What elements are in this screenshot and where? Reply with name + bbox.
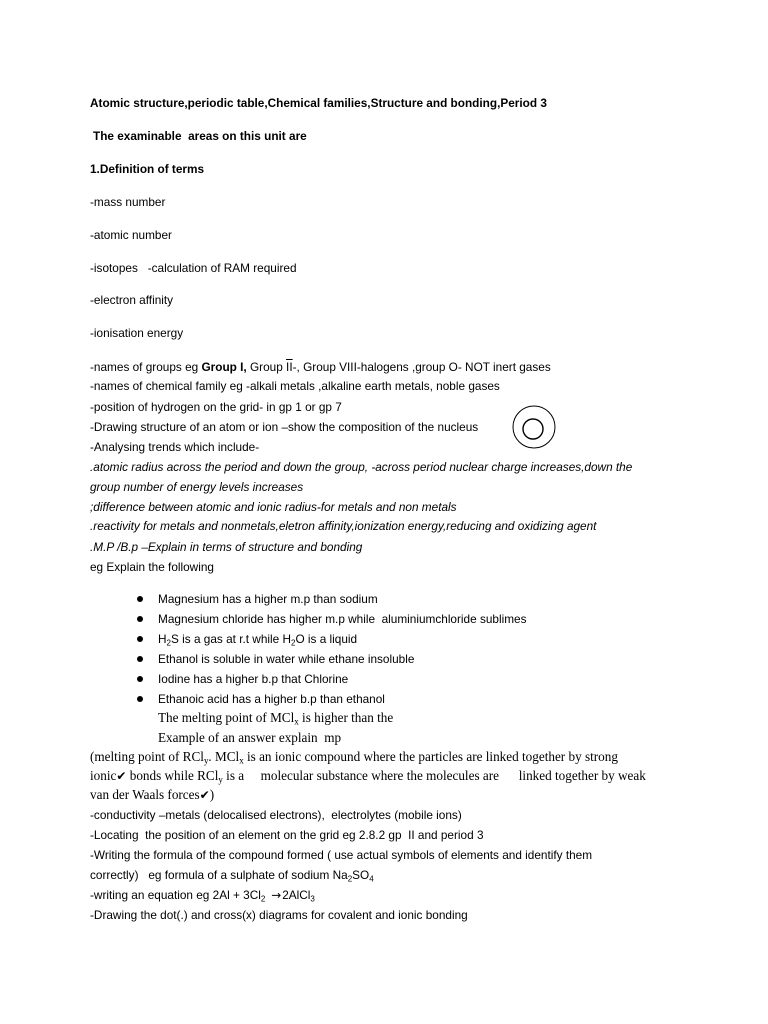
- subscript: 2: [260, 894, 266, 904]
- reaction-arrow-icon: →: [271, 888, 282, 902]
- bullet-marker: [137, 656, 143, 662]
- subscript: x: [239, 755, 244, 766]
- bullet-marker: [137, 696, 143, 702]
- answer-text: bonds while RCl: [126, 768, 219, 783]
- check-mark-icon: ✔: [116, 769, 127, 783]
- subscript: 2: [166, 638, 171, 648]
- locating-line: -Locating the position of an element on the grid eg 2.8.2 gp II and period 3: [90, 828, 484, 842]
- answer-line-3: [90, 748, 618, 766]
- term-isotopes: -isotopes -calculation of RAM required: [90, 261, 297, 275]
- subscript: 4: [369, 874, 374, 884]
- answer-text: is an ionic compound where the particles are linked together by strong: [243, 749, 618, 764]
- list-item: [158, 591, 378, 607]
- trend-atomic-radius-cont: group number of energy levels increases: [90, 480, 304, 494]
- subscript: y: [203, 755, 209, 766]
- answer-line-4: [90, 767, 646, 785]
- section-heading: 1.Definition of terms: [90, 162, 205, 176]
- groups-prefix: -names of groups eg: [90, 360, 202, 374]
- list-item-text: Magnesium chloride has higher m.p while aluminiumchloride sublimes: [158, 612, 527, 626]
- groups-suffix: -, Group VIII-halogens ,group O- NOT inert gases: [292, 360, 551, 374]
- bullet-marker: [137, 596, 143, 602]
- list-item-text: O is a liquid: [295, 632, 358, 646]
- list-item: [158, 611, 527, 627]
- answer-text: is a molecular substance where the molecules are linked together by weak: [222, 768, 646, 783]
- atom-structure-line: -Drawing structure of an atom or ion –show the composition of the nucleus: [90, 420, 479, 434]
- formula-text: correctly) eg formula of a sulphate of sodium Na: [90, 868, 348, 882]
- intro-line: The examinable areas on this unit are: [93, 129, 307, 143]
- list-item: [158, 631, 357, 647]
- list-item: [158, 651, 414, 667]
- answer-line-1: [158, 709, 393, 727]
- list-item-text: H: [158, 632, 167, 646]
- trend-ionic-radius: ;difference between atomic and ionic radius-for metals and non metals: [90, 500, 457, 514]
- list-item: [158, 691, 385, 707]
- list-item-text: Magnesium has a higher m.p than sodium: [158, 592, 378, 606]
- list-item-text: Ethanoic acid has a higher b.p than ethanol: [158, 692, 385, 706]
- term-atomic-number: -atomic number: [90, 228, 172, 242]
- bullet-marker: [137, 676, 143, 682]
- groups-line: [90, 359, 551, 375]
- formula-text: SO: [352, 868, 370, 882]
- trend-mp-bp: .M.P /B.p –Explain in terms of structure and bonding: [90, 540, 363, 554]
- explain-intro: eg Explain the following: [90, 560, 214, 574]
- answer-text: ionic: [90, 768, 117, 783]
- trends-intro: -Analysing trends which include-: [90, 440, 260, 454]
- answer-line-2: Example of an answer explain mp: [158, 730, 342, 745]
- trend-atomic-radius: .atomic radius across the period and down the group, -across period nuclear charge increases,down the: [90, 460, 633, 474]
- equation-line: [90, 887, 315, 903]
- answer-text: is higher than the: [298, 710, 394, 725]
- equation-text: -writing an equation eg 2Al + 3Cl: [90, 888, 261, 902]
- answer-text: (melting point of RCl: [90, 749, 204, 764]
- list-item-text: Ethanol is soluble in water while ethane insoluble: [158, 652, 415, 666]
- term-electron-affinity: -electron affinity: [90, 293, 174, 307]
- equation-text: 2AlCl: [282, 888, 311, 902]
- families-line: -names of chemical family eg -alkali metals ,alkaline earth metals, noble gases: [90, 379, 500, 393]
- subscript: 3: [310, 894, 315, 904]
- subscript: x: [294, 716, 299, 727]
- list-item-text: S is a gas at r.t while H: [171, 632, 291, 646]
- group-one: Group I,: [201, 360, 247, 374]
- formula-example-line: [90, 867, 374, 883]
- atom-diagram: [510, 403, 558, 451]
- answer-line-5: [90, 786, 214, 804]
- answer-text: . MCl: [208, 749, 240, 764]
- group-two: $\overline{II}$: [286, 360, 293, 374]
- answer-text: ): [209, 787, 215, 802]
- hydrogen-line: -position of hydrogen on the grid- in gp 1 or gp 7: [90, 400, 342, 414]
- groups-mid: Group: [246, 360, 287, 374]
- document-title: Atomic structure,periodic table,Chemical families,Structure and bonding,Period 3: [90, 96, 547, 110]
- list-item-text: Iodine has a higher b.p that Chlorine: [158, 672, 349, 686]
- formula-writing-line: -Writing the formula of the compound formed ( use actual symbols of elements and identify them: [90, 848, 593, 862]
- answer-text: van der Waals forces: [90, 787, 200, 802]
- conductivity-line: -conductivity –metals (delocalised electrons), electrolytes (mobile ions): [90, 808, 462, 822]
- check-mark-icon: ✔: [199, 788, 210, 802]
- term-ionisation-energy: -ionisation energy: [90, 326, 184, 340]
- subscript: y: [218, 774, 223, 785]
- term-mass-number: -mass number: [90, 195, 166, 209]
- trend-reactivity: .reactivity for metals and nonmetals,eletron affinity,ionization energy,reducing and oxidizing agent: [90, 519, 597, 533]
- subscript: 2: [347, 874, 353, 884]
- bullet-marker: [137, 636, 143, 642]
- list-item: [158, 671, 348, 687]
- dot-cross-line: -Drawing the dot(.) and cross(x) diagrams for covalent and ionic bonding: [90, 908, 468, 922]
- answer-text: The melting point of MCl: [158, 710, 295, 725]
- bullet-marker: [137, 616, 143, 622]
- subscript: 2: [291, 638, 296, 648]
